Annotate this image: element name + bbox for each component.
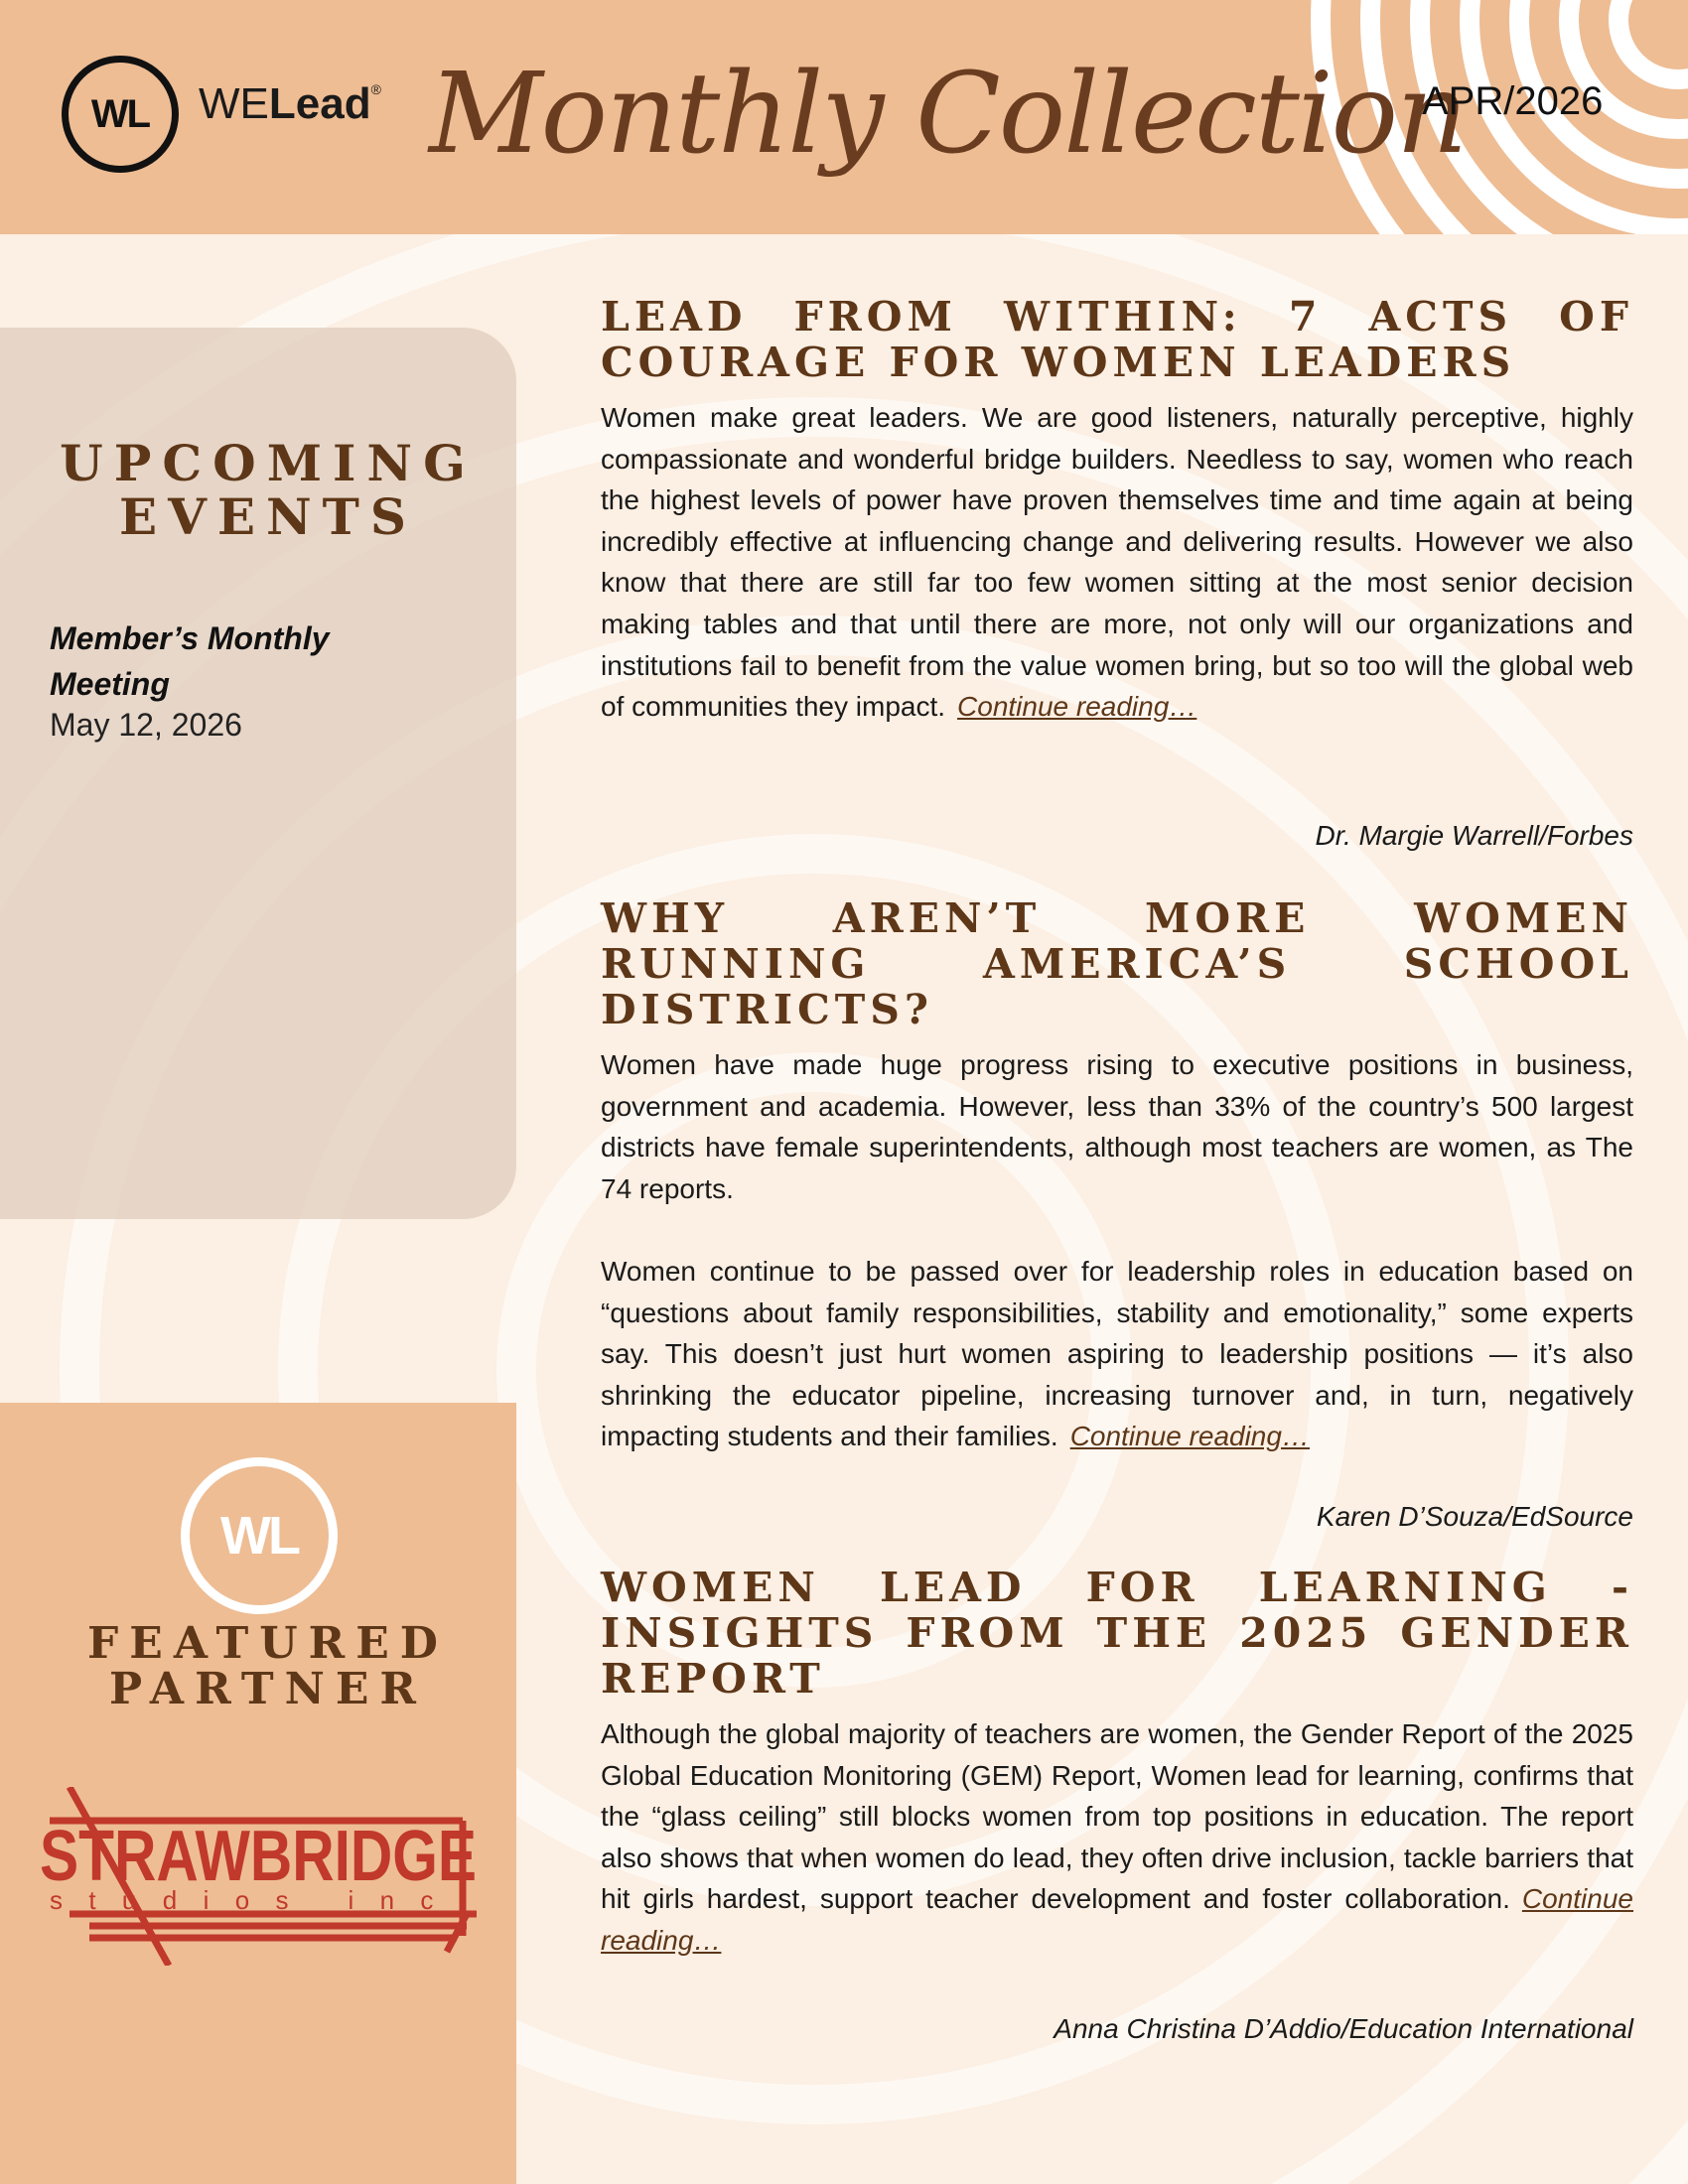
- issue-date: APR/2026: [1422, 79, 1604, 123]
- continue-reading-link[interactable]: Continue reading…: [601, 1883, 1633, 1956]
- article-byline: Dr. Margie Warrell/Forbes: [1315, 820, 1633, 851]
- event-date: May 12, 2026: [50, 707, 242, 743]
- article-1: [601, 294, 1633, 728]
- event-name: Member’s Monthly Meeting: [50, 620, 330, 702]
- badge-text: WL: [220, 1506, 298, 1566]
- partner-tagline: studios inc.: [49, 1885, 468, 1915]
- continue-reading-link[interactable]: Continue reading…: [1069, 1421, 1310, 1452]
- strawbridge-logo[interactable]: [30, 1787, 487, 1966]
- featured-heading-line2: PARTNER: [109, 1664, 427, 1714]
- article-title: WOMEN LEAD FOR LEARNING - INSIGHTS FROM THE 2025 GENDER REPORT: [601, 1564, 1633, 1703]
- brand-bold: Lead: [268, 79, 371, 128]
- article-paragraph: Women continue to be passed over for leadership roles in education based on “questions about family responsibilities, stability and emotionality,” some experts say. This doesn’t just hurt women aspiring to leadership positions — it’s also shrinking the educator pipeline, increasing turnover and, in turn, negatively impacting students and their families.: [601, 1255, 1633, 1452]
- article-body: [601, 1713, 1633, 1962]
- article-title: WHY AREN’T MORE WOMEN RUNNING AMERICA’S SCHOOL DISTRICTS?: [601, 894, 1633, 1033]
- welead-logo-icon: [62, 56, 179, 173]
- welead-badge-icon: [181, 1457, 338, 1614]
- brand-prefix: WE: [199, 79, 269, 128]
- article-paragraph: Although the global majority of teachers are women, the Gender Report of the 2025 Global Education Monitoring (GEM) Report, Women lead for learning, confirms that the “glass ceiling” still blocks women from top positions in education. The report also shows that when women do lead, they often drive inclusion, tackle barriers that hit girls hardest, support teacher development and foster collaboration.: [601, 1718, 1633, 1915]
- registered-mark: ®: [370, 81, 381, 97]
- article-body: [601, 397, 1633, 728]
- article-byline: Anna Christina D’Addio/Education International: [1054, 2013, 1633, 2044]
- article-2: [601, 895, 1633, 1457]
- partner-name: STRAWBRIDGE: [40, 1817, 477, 1896]
- brand-name: [199, 79, 381, 129]
- article-body: [601, 1251, 1633, 1457]
- logo-text: WL: [90, 91, 150, 136]
- events-heading-line1: UPCOMING: [60, 434, 477, 492]
- page-title: Monthly Collection: [429, 50, 1467, 179]
- featured-partner-heading: [20, 1618, 516, 1714]
- continue-reading-link[interactable]: Continue reading…: [957, 691, 1197, 723]
- featured-heading-line1: FEATURED: [87, 1618, 449, 1669]
- article-paragraph: Women have made huge progress rising to executive positions in business, government and academia. However, less than 33% of the country’s 500 largest districts have female superintendents, although most teachers are women, as The 74 reports.: [601, 1049, 1633, 1204]
- masthead: [0, 0, 1688, 234]
- article-3: [601, 1565, 1633, 1962]
- article-byline: Karen D’Souza/EdSource: [1316, 1501, 1633, 1532]
- article-paragraph: Women make great leaders. We are good listeners, naturally perceptive, highly compassionate and wonderful bridge builders. Needless to say, women who reach the highest levels of power have proven themselves time and time again at being incredibly effective at influencing change and delivering results. However we also know that there are still far too few women sitting at the most senior decision making tables and that until there are more, not only will our organizations and institutions fail to benefit from the value women bring, but so too will the global web of communities they impact.: [601, 402, 1633, 723]
- events-heading-line2: EVENTS: [118, 487, 418, 546]
- upcoming-events-heading: [20, 434, 516, 546]
- article-title: LEAD FROM WITHIN: 7 ACTS OF COURAGE FOR WOMEN LEADERS: [601, 293, 1633, 386]
